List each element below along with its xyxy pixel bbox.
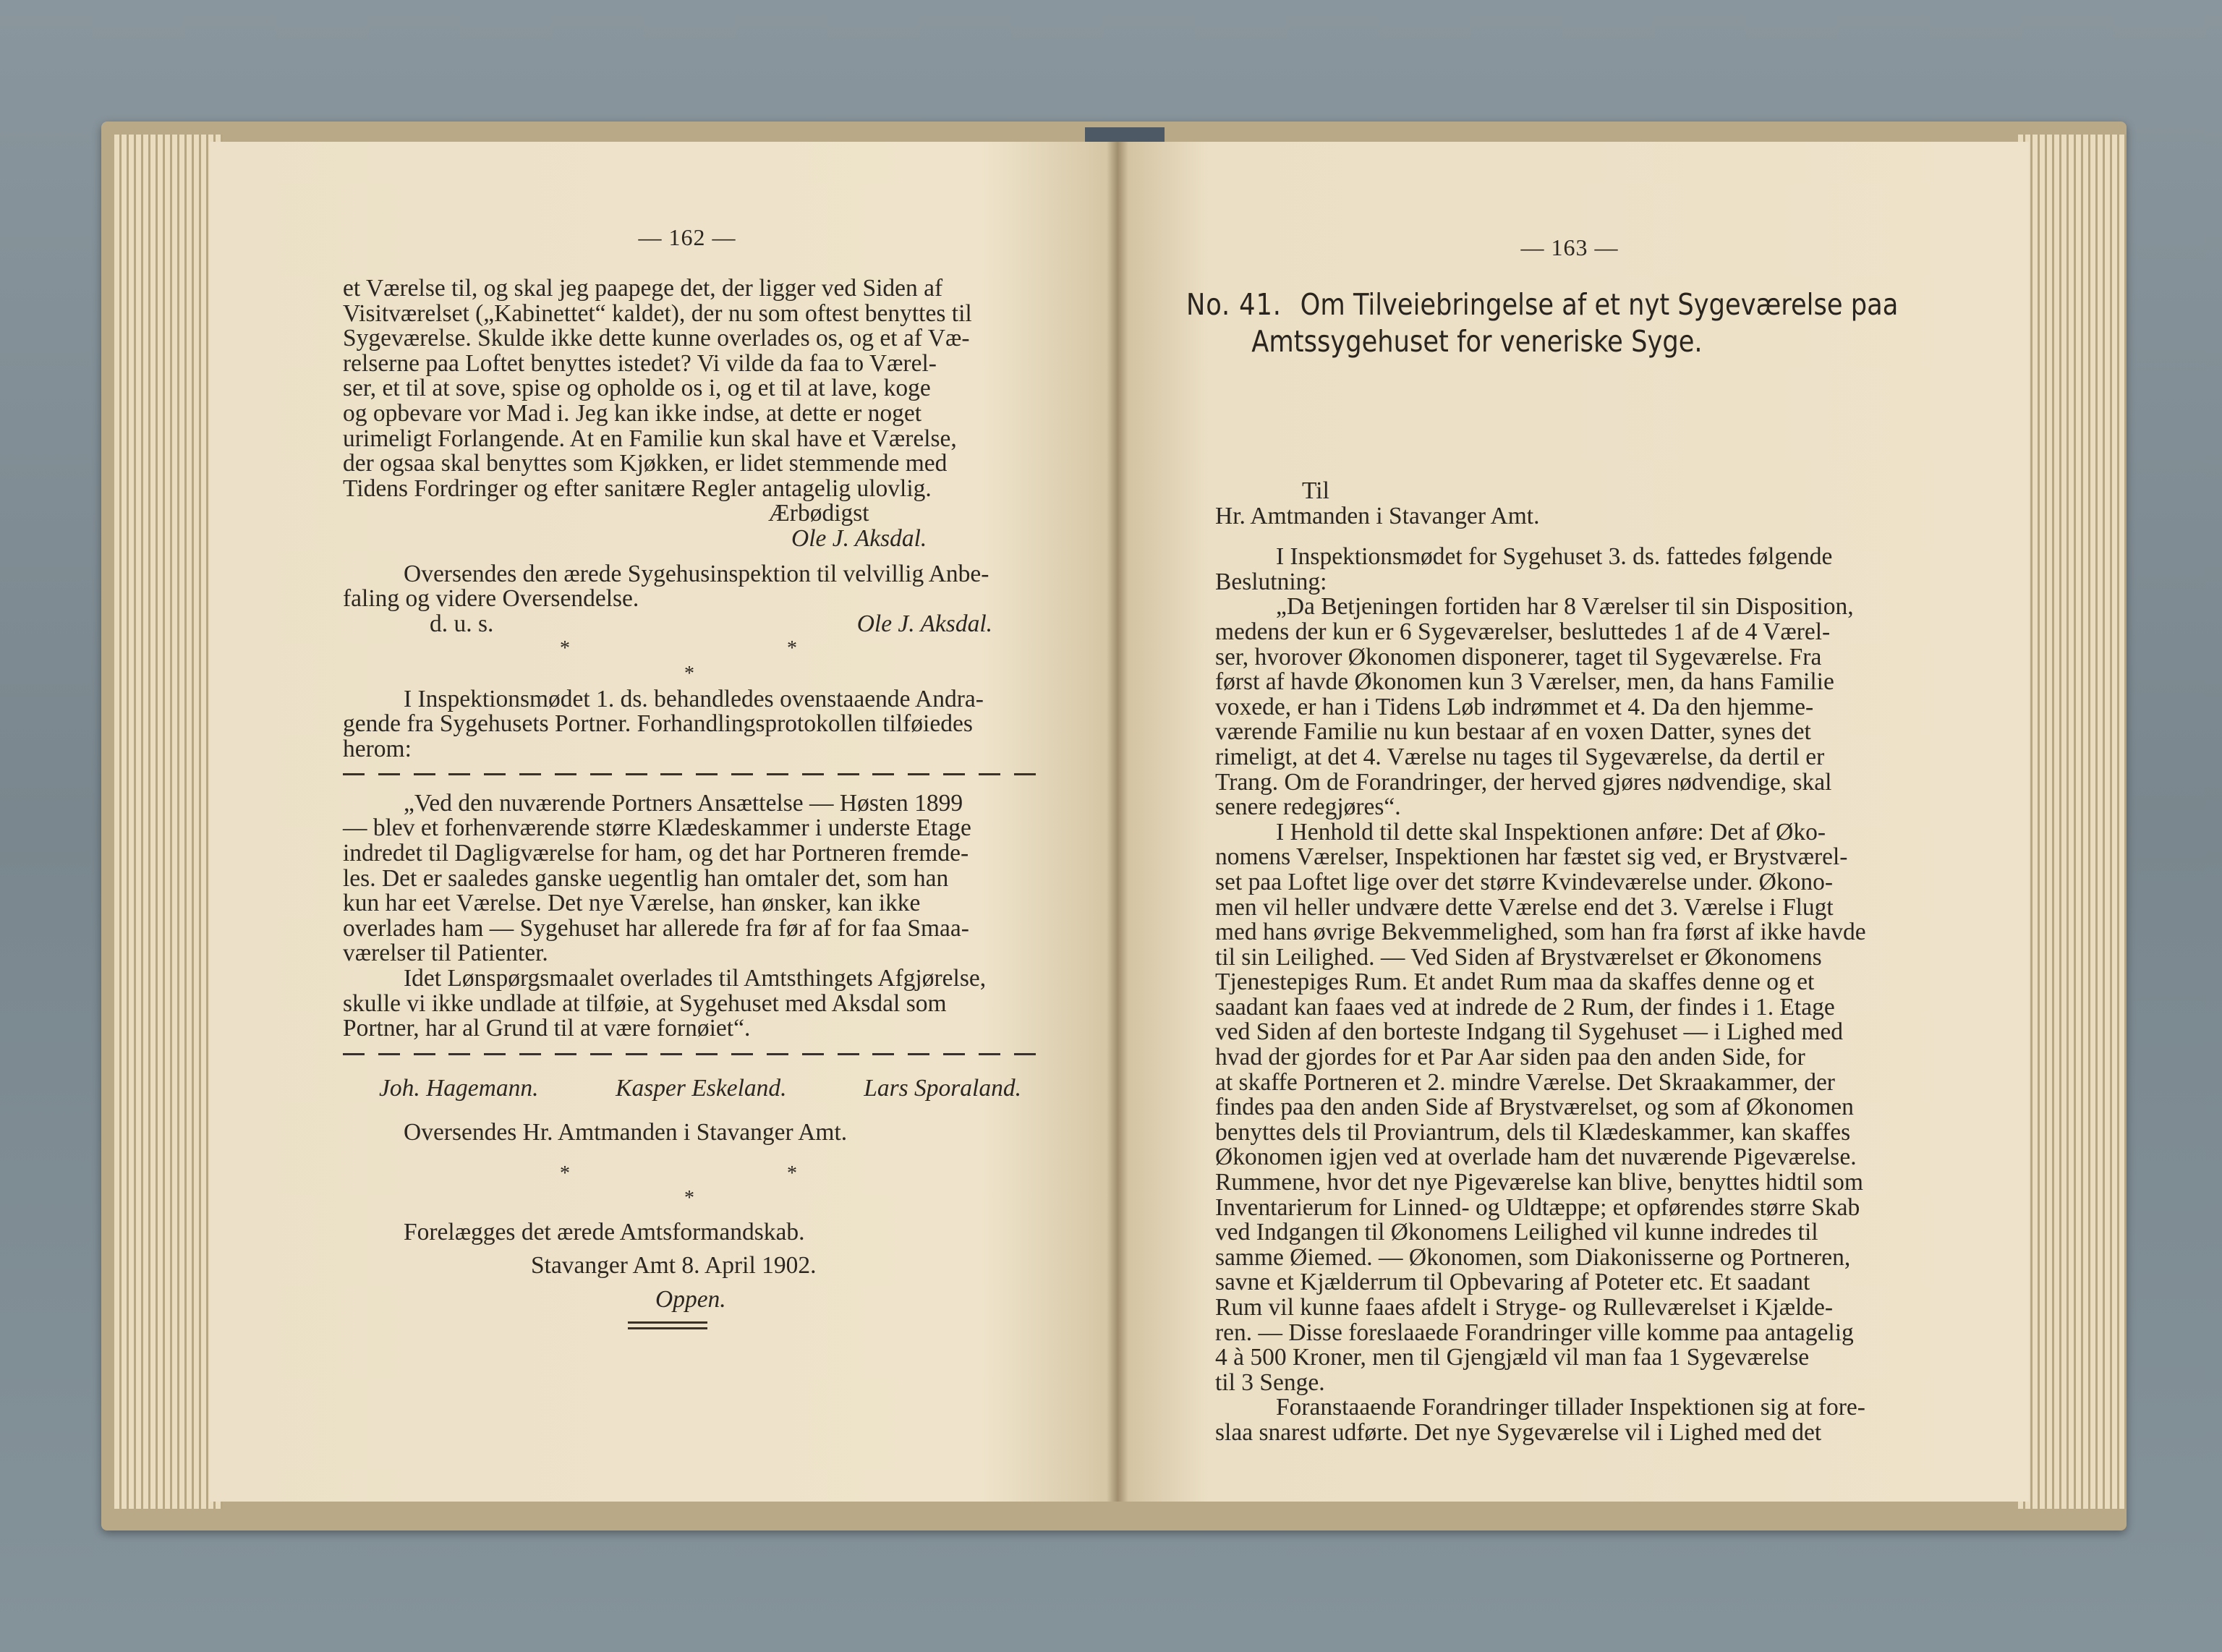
text-line: ved Indgangen til Økonomens Leilighed vil kunne indredes til bbox=[1215, 1219, 1818, 1246]
text-line: Tjenestepiges Rum. Et andet Rum maa da skaffes denne og et bbox=[1215, 968, 1815, 996]
text-line: relserne paa Loftet benyttes istedet? Vi vilde da faa to Værel- bbox=[343, 349, 937, 377]
inspection-signatures bbox=[343, 1076, 1036, 1102]
text-line: savne et Kjælderrum til Opbevaring af Poteter etc. Et saadant bbox=[1215, 1269, 1810, 1296]
text-line: nomens Værelser, Inspektionen har fæstet sig ved, er Brystværel- bbox=[1215, 843, 1848, 871]
text-line: overlades ham — Sygehuset har allerede fra før af for faa Smaa- bbox=[343, 914, 969, 942]
left-page-edges bbox=[114, 135, 223, 1509]
section-heading bbox=[1186, 286, 1899, 360]
text-line: Tidens Fordringer og efter sanitære Regler antagelig ulovlig. bbox=[343, 474, 932, 502]
text-line: der ogsaa skal benyttes som Kjøkken, er lidet stemmende med bbox=[343, 450, 948, 477]
text-line: „Ved den nuværende Portners Ansættelse — Høsten 1899 bbox=[404, 789, 963, 817]
star: * bbox=[560, 637, 570, 660]
book-gutter bbox=[1107, 142, 1128, 1502]
text-line: set paa Loftet lige over det større Kvindeværelse under. Økono- bbox=[1215, 868, 1833, 895]
heading-line-1 bbox=[1186, 286, 1899, 323]
text-line: skulle vi ikke undlade at tilføie, at Sygehuset med Aksdal som bbox=[343, 989, 947, 1017]
text-line: Foranstaaende Forandringer tillader Inspektionen sig at fore- bbox=[1276, 1394, 1865, 1421]
text-line: Økonomen igjen ved at overlade ham det nuværende Pigeværelse. bbox=[1215, 1144, 1857, 1171]
text-line: at skaffe Portneren et 2. mindre Værelse. Det Skraakammer, der bbox=[1215, 1068, 1835, 1096]
left-page-text bbox=[343, 276, 1036, 1329]
signature-aksdal-2: Ole J. Aksdal. bbox=[856, 610, 992, 637]
asterism-top-2 bbox=[343, 1162, 1036, 1187]
star: * bbox=[787, 1162, 797, 1185]
text-line: men vil heller undvære dette Værelse end det 3. Værelse i Flugt bbox=[1215, 893, 1834, 921]
text-line: I Inspektionsmødet for Sygehuset 3. ds. fattedes følgende bbox=[1276, 543, 1833, 571]
text-line: findes paa den anden Side af Brystværelset, og som af Økonomen bbox=[1215, 1094, 1854, 1121]
text-line: til 3 Senge. bbox=[1215, 1368, 1325, 1396]
signature-sporaland: Lars Sporaland. bbox=[864, 1075, 1021, 1102]
signature-aksdal: Ole J. Aksdal. bbox=[791, 524, 927, 552]
text-line: Beslutning: bbox=[1215, 568, 1327, 595]
salutation-addressee: Hr. Amtmanden i Stavanger Amt. bbox=[1215, 502, 1540, 529]
text-line: kun har eet Værelse. Det nye Værelse, han ønsker, kan ikke bbox=[343, 890, 921, 917]
text-line: Idet Lønspørgsmaalet overlades til Amtsthingets Afgjørelse, bbox=[404, 965, 987, 992]
dus-abbreviation: d. u. s. bbox=[430, 610, 494, 637]
letter-closing: Ærbødigst bbox=[768, 500, 869, 527]
forwarding-note: Oversendes Hr. Amtmanden i Stavanger Amt. bbox=[404, 1119, 848, 1146]
heading-title: Om Tilveiebringelse af et nyt Sygeværelse paa bbox=[1300, 287, 1899, 322]
inspection-body bbox=[1215, 820, 1908, 1396]
text-line: 4 à 500 Kroner, men til Gjengjæld vil man faa 1 Sygeværelse bbox=[1215, 1344, 1810, 1371]
text-line: medens der kun er 6 Sygeværelser, besluttedes 1 af de 4 Værel- bbox=[1215, 618, 1831, 645]
right-page-text bbox=[1215, 479, 1908, 1446]
text-line: Trang. Om de Forandringer, der herved gjøres nødvendige, skal bbox=[1215, 768, 1832, 796]
text-line: et Værelse til, og skal jeg paapege det, der ligger ved Siden af bbox=[343, 275, 943, 302]
place-and-date: Stavanger Amt 8. April 1902. bbox=[531, 1252, 817, 1280]
left-page-number: — 162 — bbox=[638, 224, 736, 250]
protocol-quote bbox=[343, 791, 1036, 1042]
text-line: senere redegjøres“. bbox=[1215, 793, 1401, 821]
resolution-quote bbox=[1215, 595, 1908, 819]
star: * bbox=[684, 662, 694, 685]
text-line: Rummene, hvor det nye Pigeværelse kan blive, benyttes hidtil som bbox=[1215, 1169, 1863, 1196]
text-line: først af havde Økonomen kun 3 Værelser, men, da hans Familie bbox=[1215, 668, 1834, 696]
dashed-rule bbox=[343, 762, 1036, 787]
signature-hagemann: Joh. Hagemann. bbox=[379, 1075, 539, 1102]
text-line: gende fra Sygehusets Portner. Forhandlingsprotokollen tilføiedes bbox=[343, 710, 973, 738]
text-line: Visitværelset („Kabinettet“ kaldet), der nu som oftest benyttes til bbox=[343, 299, 972, 327]
text-line: med hans øvrige Bekvemmelighed, som han fra først af ikke havde bbox=[1215, 919, 1866, 946]
right-page-number: — 163 — bbox=[1520, 234, 1619, 260]
text-line: ser, hvorover Økonomen disponerer, taget til Sygeværelse. Fra bbox=[1215, 643, 1822, 670]
text-line: værelser til Patienter. bbox=[343, 940, 548, 967]
asterism-top bbox=[343, 636, 1036, 662]
text-line: indredet til Dagligværelse for ham, og det har Portneren fremde- bbox=[343, 840, 969, 867]
asterism-bottom-2 bbox=[343, 1186, 1036, 1212]
text-line: „Da Betjeningen fortiden har 8 Værelser til sin Disposition, bbox=[1276, 593, 1854, 621]
text-line: Portner, har al Grund til at være fornøiet“. bbox=[343, 1015, 751, 1042]
signature-oppen: Oppen. bbox=[655, 1285, 726, 1313]
heading-line-2: Amtssygehuset for veneriske Syge. bbox=[1251, 324, 1703, 359]
text-line: urimeligt Forlangende. At en Familie kun skal have et Værelse, bbox=[343, 425, 957, 452]
salutation-til: Til bbox=[1302, 477, 1329, 504]
text-line: samme Øiemed. — Økonomen, som Diakonisserne og Portneren, bbox=[1215, 1243, 1851, 1271]
text-line: slaa snarest udførte. Det nye Sygeværelse vil i Lighed med det bbox=[1215, 1418, 1822, 1446]
text-line: rimeligt, at det 4. Værelse nu tages til Sygeværelse, da dertil er bbox=[1215, 743, 1825, 770]
text-line: hvad der gjordes for et Par Aar siden paa den anden Side, for bbox=[1215, 1044, 1805, 1071]
text-line: voxede, er han i Tidens Løb indrømmet et 4. Da den hjemme- bbox=[1215, 693, 1814, 720]
text-line: faling og videre Oversendelse. bbox=[343, 585, 639, 613]
right-page-edges bbox=[2018, 135, 2127, 1509]
text-line: og opbevare vor Mad i. Jeg kan ikke indse, at dette er noget bbox=[343, 399, 922, 427]
text-line: les. Det er saaledes ganske uegentlig han omtaler det, som han bbox=[343, 864, 949, 892]
text-line: herom: bbox=[343, 735, 412, 762]
text-line: værende Familie nu kun bestaar af en voxen Datter, synes det bbox=[1215, 718, 1811, 746]
text-line: I Henhold til dette skal Inspektionen anføre: Det af Øko- bbox=[1276, 818, 1826, 846]
letter-paragraph bbox=[343, 276, 1036, 501]
text-line: Inventarierum for Linned- og Uldtæppe; et opførendes større Skab bbox=[1215, 1193, 1860, 1221]
text-line: ved Siden af den borteste Indgang til Sygehuset — i Lighed med bbox=[1215, 1018, 1844, 1046]
end-rule bbox=[628, 1321, 707, 1329]
star: * bbox=[560, 1162, 570, 1185]
presentation-note: Forelægges det ærede Amtsformandskab. bbox=[404, 1218, 805, 1246]
dashed-rule bbox=[343, 1042, 1036, 1067]
text-line: benyttes dels til Proviantrum, dels til Klædeskammer, kan skaffes bbox=[1215, 1118, 1851, 1146]
text-line: saadant kan faaes ved at indrede de 2 Rum, der findes i 1. Etage bbox=[1215, 993, 1835, 1021]
text-line: til sin Leilighed. — Ved Siden af Brystværelset er Økonomens bbox=[1215, 943, 1822, 971]
text-line: Sygeværelse. Skulde ikke dette kunne overlades os, og et af Væ- bbox=[343, 325, 970, 352]
dus-row bbox=[343, 612, 1036, 637]
text-line: ren. — Disse foreslaaede Forandringer ville komme paa antagelig bbox=[1215, 1319, 1854, 1346]
text-line: Oversendes den ærede Sygehusinspektion til velvillig Anbe- bbox=[404, 560, 989, 587]
signature-eskeland: Kasper Eskeland. bbox=[616, 1075, 787, 1102]
star: * bbox=[787, 637, 797, 660]
asterism-bottom bbox=[343, 662, 1036, 687]
text-line: I Inspektionsmødet 1. ds. behandledes ovenstaaende Andra- bbox=[404, 685, 984, 712]
text-line: ser, et til at sove, spise og opholde os i, og et til at lave, koge bbox=[343, 375, 931, 402]
star: * bbox=[684, 1187, 694, 1210]
text-line: — blev et forhenværende større Klædeskammer i underste Etage bbox=[343, 814, 971, 842]
text-line: Rum vil kunne faaes afdelt i Stryge- og Rulleværelset i Kjælde- bbox=[1215, 1294, 1834, 1321]
document-number: No. 41. bbox=[1186, 287, 1282, 322]
